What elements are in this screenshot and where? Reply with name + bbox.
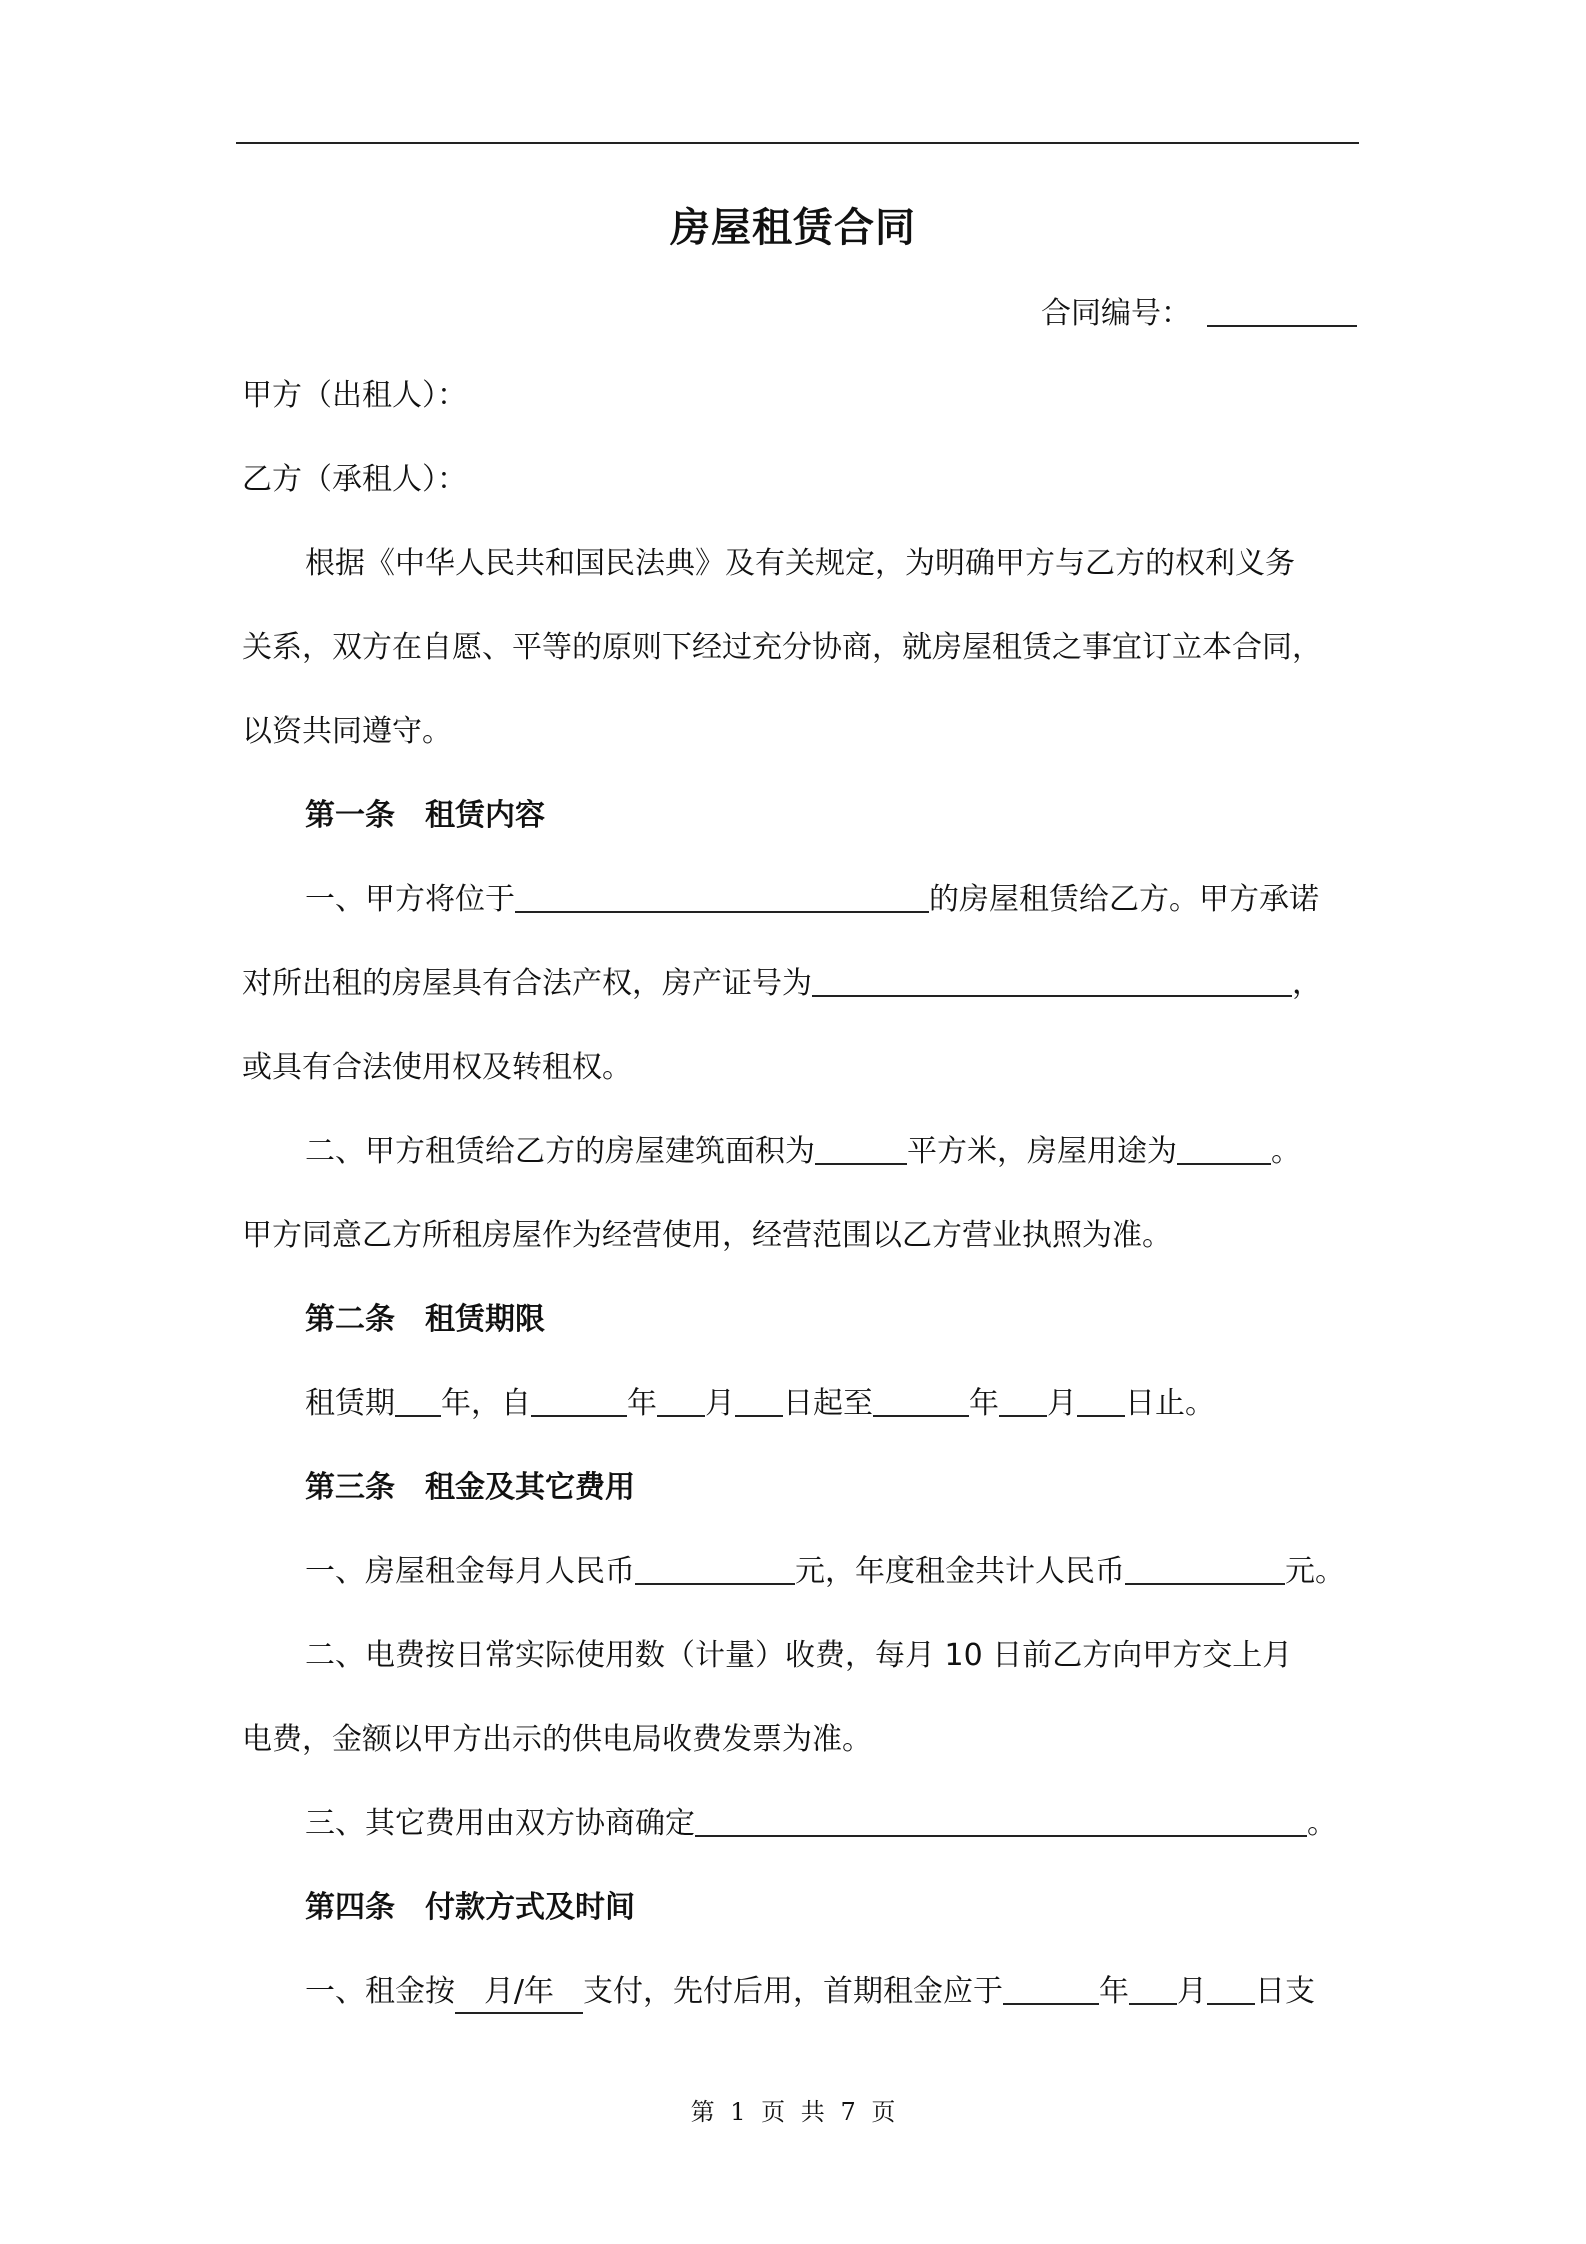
party-b-label: 乙方（承租人）： (242, 462, 467, 497)
text-segment: 租赁期 (305, 1386, 395, 1421)
text-segment: 元，年度租金共计人民币 (795, 1554, 1125, 1589)
location-blank[interactable] (515, 881, 929, 913)
text-segment: 年 (1099, 1974, 1129, 2009)
text-segment: 月 (705, 1386, 735, 1421)
article-3-heading (305, 1468, 635, 1508)
article-1-para-2-line-2: 甲方同意乙方所租房屋作为经营使用，经营范围以乙方营业执照为准。 (242, 1218, 1172, 1253)
start-month-blank[interactable] (657, 1385, 705, 1417)
party-a-label: 甲方（出租人）： (242, 378, 467, 413)
text-segment: 平方米，房屋用途为 (907, 1134, 1177, 1169)
article-3-para-2-line-1: 二、电费按日常实际使用数（计量）收费，每月 10 日前乙方向甲方交上月 (305, 1638, 1293, 1673)
article-2-term-line (305, 1384, 1215, 1424)
monthly-rent-blank[interactable] (635, 1553, 795, 1585)
end-year-blank[interactable] (873, 1385, 969, 1417)
text-segment: 。 (1271, 1134, 1301, 1169)
article-2-heading (305, 1300, 545, 1340)
preamble-line-1: 根据《中华人民共和国民法典》及有关规定，为明确甲方与乙方的权利义务 (305, 546, 1295, 581)
area-blank[interactable] (815, 1133, 907, 1165)
contract-no-blank[interactable] (1207, 295, 1357, 327)
text-segment: 年，自 (441, 1386, 531, 1421)
text-segment: 一、甲方将位于 (305, 882, 515, 917)
header-rule (236, 142, 1359, 144)
contract-no-label: 合同编号： (1041, 296, 1191, 331)
text-segment: 日支 (1255, 1974, 1315, 2009)
article-4-heading (305, 1888, 635, 1928)
text-segment: 的房屋租赁给乙方。甲方承诺 (929, 882, 1319, 917)
payment-cycle-field[interactable]: 月/年 (455, 1972, 583, 2014)
text-segment: 支付，先付后用，首期租金应于 (583, 1974, 1003, 2009)
article-4-para-1 (305, 1972, 1315, 2014)
article-1-heading (305, 796, 545, 836)
article-1-para-2-line-1 (305, 1132, 1301, 1172)
text-segment: 二、甲方租赁给乙方的房屋建筑面积为 (305, 1134, 815, 1169)
text-segment: ， (1292, 966, 1322, 1001)
text-segment: 日起至 (783, 1386, 873, 1421)
article-3-title: 租金及其它费用 (425, 1470, 635, 1505)
article-4-number: 第四条 (305, 1890, 395, 1925)
text-segment: 一、租金按 (305, 1974, 455, 2009)
text-segment: 元。 (1285, 1554, 1345, 1589)
text-segment: 年 (969, 1386, 999, 1421)
usage-blank[interactable] (1177, 1133, 1271, 1165)
text-segment: 对所出租的房屋具有合法产权，房产证号为 (242, 966, 812, 1001)
end-month-blank[interactable] (999, 1385, 1047, 1417)
start-year-blank[interactable] (531, 1385, 627, 1417)
article-1-title: 租赁内容 (425, 798, 545, 833)
article-1-number: 第一条 (305, 798, 395, 833)
article-4-title: 付款方式及时间 (425, 1890, 635, 1925)
other-fees-blank[interactable] (695, 1805, 1307, 1837)
page-footer: 第 1 页 共 7 页 (690, 2098, 896, 2126)
end-day-blank[interactable] (1077, 1385, 1125, 1417)
first-pay-year-blank[interactable] (1003, 1973, 1099, 2005)
text-segment: 。 (1307, 1806, 1337, 1841)
article-3-para-2-line-2: 电费，金额以甲方出示的供电局收费发票为准。 (242, 1722, 872, 1757)
text-segment: 月 (1047, 1386, 1077, 1421)
text-segment: 三、其它费用由双方协商确定 (305, 1806, 695, 1841)
text-segment: 一、房屋租金每月人民币 (305, 1554, 635, 1589)
article-1-para-1-line-1 (305, 880, 1319, 920)
article-1-para-1-line-2 (242, 964, 1322, 1004)
article-3-para-1 (305, 1552, 1345, 1592)
annual-rent-blank[interactable] (1125, 1553, 1285, 1585)
term-years-blank[interactable] (395, 1385, 441, 1417)
text-segment: 日止。 (1125, 1386, 1215, 1421)
article-1-para-1-line-3: 或具有合法使用权及转租权。 (242, 1050, 632, 1085)
article-3-number: 第三条 (305, 1470, 395, 1505)
preamble-line-3: 以资共同遵守。 (242, 714, 452, 749)
first-pay-day-blank[interactable] (1207, 1973, 1255, 2005)
first-pay-month-blank[interactable] (1129, 1973, 1177, 2005)
text-segment: 年 (627, 1386, 657, 1421)
page-title: 房屋租赁合同 (670, 205, 916, 251)
article-2-number: 第二条 (305, 1302, 395, 1337)
property-cert-blank[interactable] (812, 965, 1292, 997)
start-day-blank[interactable] (735, 1385, 783, 1417)
text-segment: 月 (1177, 1974, 1207, 2009)
article-2-title: 租赁期限 (425, 1302, 545, 1337)
preamble-line-2: 关系，双方在自愿、平等的原则下经过充分协商，就房屋租赁之事宜订立本合同， (242, 630, 1322, 665)
article-3-para-3 (305, 1804, 1337, 1844)
contract-no-row (1041, 294, 1357, 334)
